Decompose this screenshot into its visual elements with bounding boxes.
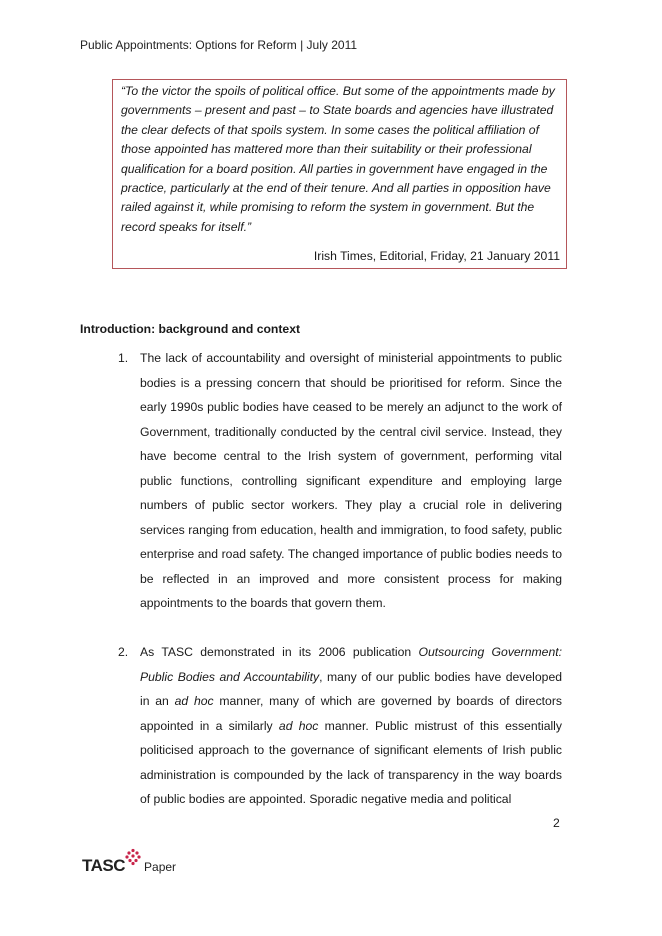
logo-text: TASC: [82, 856, 126, 875]
latin-phrase: ad hoc: [278, 718, 319, 733]
list-paragraph: [140, 640, 562, 812]
numbered-list-item: [118, 640, 562, 812]
quote-box: [112, 79, 567, 269]
list-number: 1.: [118, 351, 129, 365]
quote-text: “To the victor the spoils of political office. But some of the appointments made by governments – present and past – to State boards and agencies have illustrated the clear defects of that spoils system. In some cases the political affiliation of those appointed has mattered more than their suitability or their professional qualification for a board position. All parties in government have engaged in the practice, particularly at the end of their tenure. And all parties in opposition have railed against it, while promising to reform the system in government. But the record speaks for itself.”: [121, 84, 555, 234]
quote-source: Irish Times, Editorial, Friday, 21 January 2011: [313, 249, 560, 264]
page-number: 2: [553, 816, 560, 830]
publication-title: Outsourcing Government: Public Bodies and Accountability: [140, 645, 563, 684]
section-heading: Introduction: background and context: [80, 322, 301, 336]
text-run: manner, many of which are governed by boards of directors appointed in a similarly: [140, 694, 562, 733]
numbered-list-item: [118, 346, 562, 616]
tasc-logo: [82, 848, 176, 876]
text-run: As TASC demonstrated in its 2006 publication: [140, 645, 419, 659]
text-run: , many of our public bodies have developed in an: [140, 669, 562, 708]
list-paragraph: The lack of accountability and oversight of ministerial appointments to public bodies is a pressing concern that should be prioritised for reform. Since the early 1990s public bodies have ceased to be merely an adjunct to the work of Government, traditionally conducted by the central civil service. Instead, they have become central to the Irish system of government, performing vital public functions, controlling significant expenditure and employing large numbers of public sector workers. They play a crucial role in delivering services ranging from education, health and immigration, to food safety, public enterprise and road safety. The changed importance of public bodies needs to be reflected in an improved and more consistent process for making appointments to the boards that govern them.: [140, 351, 562, 610]
text-run: manner. Public mistrust of this essentially politicised approach to the governance of significant elements of Irish public administration is compounded by the lack of transparency in the way boards of public bodies are appointed. Sporadic negative media and political: [140, 718, 562, 806]
running-header: Public Appointments: Options for Reform | July 2011: [80, 38, 358, 52]
latin-phrase: ad hoc: [174, 694, 214, 708]
tasc-people-mark-icon: [124, 848, 142, 866]
list-number: 2.: [118, 645, 129, 659]
logo-suffix: Paper: [144, 860, 177, 874]
